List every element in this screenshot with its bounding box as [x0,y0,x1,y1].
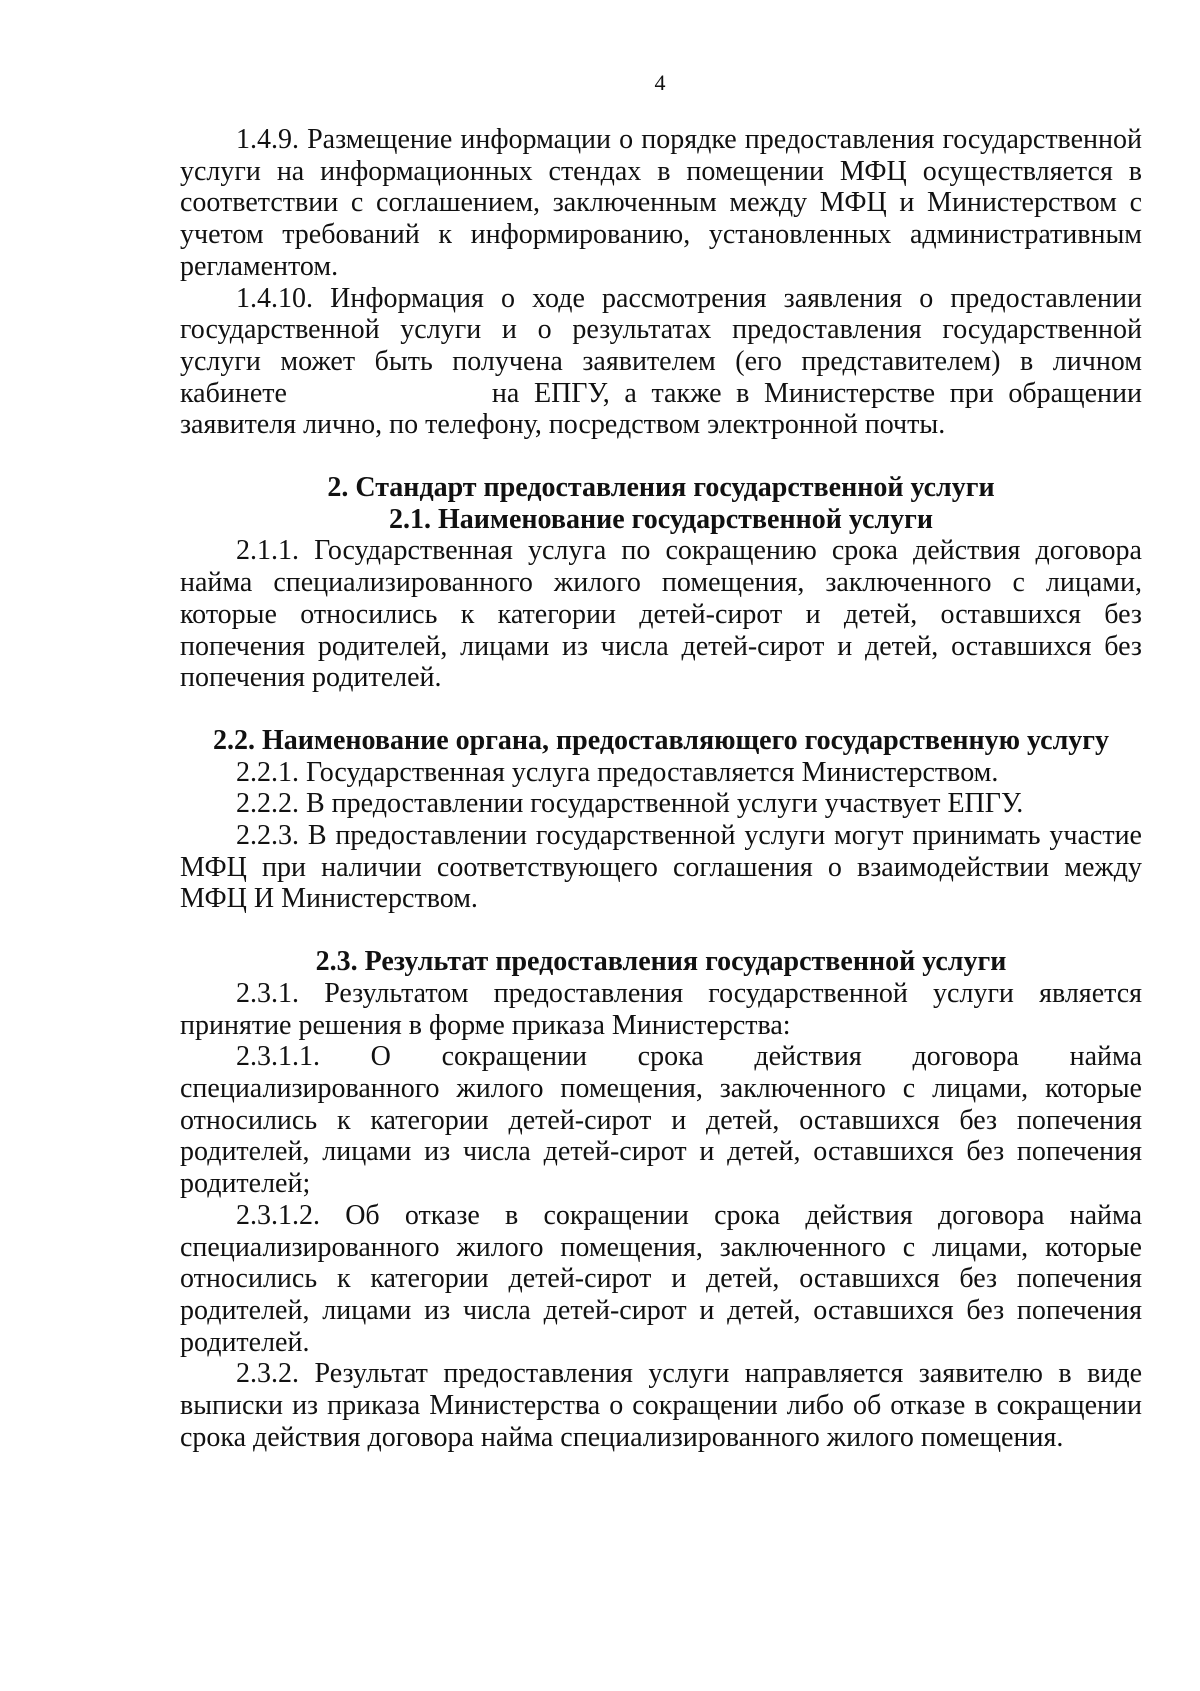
paragraph-1-4-9: 1.4.9. Размещение информации о порядке предоставления государственной услуги на информационных стендах в помещении МФЦ осуществляется в соответствии с соглашением, заключенным между МФЦ и Министерством с учетом требований к информированию, установленных административным регламентом. [180,124,1142,282]
paragraph-2-2-2: 2.2.2. В предоставлении государственной услуги участвует ЕПГУ. [236,788,1024,820]
heading-2-3: 2.3. Результат предоставления государственной услуги [315,946,1007,978]
paragraph-1-4-10 [180,283,1142,442]
paragraph-2-3-1-1: 2.3.1.1. О сокращении срока действия договора найма специализированного жилого помещения, заключенного с лицами, которые относились к категории детей-сирот и детей, оставшихся без попечения родителей, лицами из числа детей-сирот и детей, оставшихся без попечения родителей; [180,1041,1142,1200]
spacer [180,441,1142,472]
heading-2-1: 2.1. Наименование государственной услуги [389,503,933,535]
document-body [180,124,1142,1453]
paragraph-1-4-10-part-b: на ЕПГУ, а также в Министерстве при обращении заявителя лично, по телефону, посредством электронной почты. [180,377,1142,441]
paragraph-2-3-2: 2.3.2. Результат предоставления услуги направляется заявителю в виде выписки из приказа Министерства о сокращении либо об отказе в сокращении срока действия договора найма специализированного жилого помещения. [180,1358,1142,1453]
heading-section-2: 2. Стандарт предоставления государственной услуги [327,472,995,504]
paragraph-2-3-1: 2.3.1. Результатом предоставления государственной услуги является принятие решения в форме приказа Министерства: [180,977,1142,1041]
spacer [180,915,1142,946]
paragraph-2-2-3: 2.2.3. В предоставлении государственной услуги могут принимать участие МФЦ при наличии соответствующего соглашения о взаимодействии между МФЦ И Министерством. [180,820,1142,915]
spacer [180,694,1142,725]
paragraph-2-2-1: 2.2.1. Государственная услуга предоставляется Министерством. [236,756,999,788]
paragraph-2-3-1-2: 2.3.1.2. Об отказе в сокращении срока действия договора найма специализированного жилого помещения, заключенного с лицами, которые относились к категории детей-сирот и детей, оставшихся без попечения родителей, лицами из числа детей-сирот и детей, оставшихся без попечения родителей. [180,1199,1142,1358]
paragraph-1-4-10-part-a: 1.4.10. Информация о ходе рассмотрения заявления о предоставлении государственной услуги и о результатах предоставления государственной услуги может быть получена заявителем (его представителем) в личном кабинете [180,282,1142,409]
paragraph-2-1-1: 2.1.1. Государственная услуга по сокращению срока действия договора найма специализированного жилого помещения, заключенного с лицами, которые относились к категории детей-сирот и детей, оставшихся без попечения родителей, лицами из числа детей-сирот и детей, оставшихся без попечения родителей. [180,535,1142,694]
heading-2-2: 2.2. Наименование органа, предоставляющего государственную услугу [212,724,1110,756]
page-number: 4 [654,70,666,95]
